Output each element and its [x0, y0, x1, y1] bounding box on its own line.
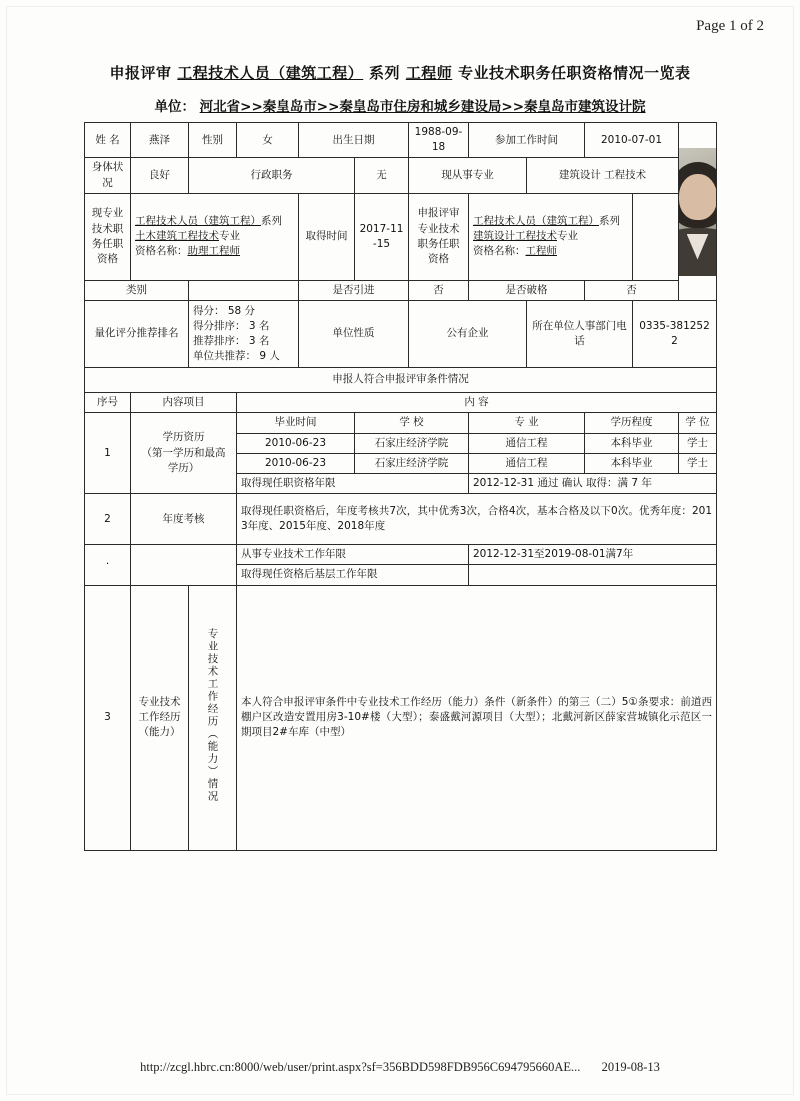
current-qual-major-tail: 专业 — [219, 230, 240, 243]
title-series-underline: 工程技术人员（建筑工程） — [177, 64, 364, 82]
qualification-form-table — [84, 122, 717, 851]
row-4-subitem-vertical-text: 专业技术工作经历（能力）情况 — [206, 627, 219, 803]
table-row — [85, 368, 717, 393]
apply-qual-major-tail: 专业 — [557, 230, 578, 243]
table-row — [85, 585, 717, 850]
label-apply-qual-text: 申报评审专业技术职务任职资格 — [417, 207, 460, 266]
row-2-item: 年度考核 — [131, 494, 237, 545]
current-qual-name: 助理工程师 — [187, 245, 240, 258]
label-hr-phone: 所在单位人事部门电话 — [527, 301, 633, 368]
table-row — [85, 413, 717, 433]
value-grassroots-years — [469, 565, 717, 585]
row-4-item-line-1: 专业技术工作经历 — [138, 695, 181, 724]
edu-header-degree: 学 位 — [679, 413, 717, 433]
value-hr-phone: 0335-3812522 — [633, 301, 717, 368]
label-is-imported: 是否引进 — [299, 280, 409, 300]
value-is-exception: 否 — [585, 280, 679, 300]
label-current-qual — [85, 193, 131, 280]
label-unit-nature: 单位性质 — [299, 301, 409, 368]
avatar — [679, 148, 716, 276]
row-1-item — [131, 413, 237, 494]
apply-qual-series-tail: 系列 — [599, 215, 620, 228]
table-row — [85, 123, 717, 158]
row-1-item-line-1: 学历资历 — [162, 431, 205, 444]
row-3a-item — [131, 545, 237, 585]
label-work-start: 参加工作时间 — [469, 123, 585, 158]
edu-row-2-grad-time: 2010-06-23 — [237, 453, 355, 473]
row-4-seq: 3 — [85, 585, 131, 850]
page-subtitle — [0, 95, 800, 115]
edu-header-degree-level: 学历程度 — [585, 413, 679, 433]
value-category — [189, 280, 299, 300]
row-4-item-line-2: （能力） — [138, 726, 181, 739]
label-obtain-time-text: 取得时间 — [305, 230, 348, 243]
subtitle-label: 单位： — [154, 99, 195, 115]
conditions-section-header: 申报人符合申报评审条件情况 — [85, 368, 717, 393]
edu-row-2-school: 石家庄经济学院 — [355, 453, 469, 473]
label-birth: 出生日期 — [299, 123, 409, 158]
header-content-item: 内容项目 — [131, 393, 237, 413]
apply-qual-major: 建筑设计工程技术 — [473, 230, 557, 243]
table-row — [85, 301, 717, 368]
edu-header-major: 专 业 — [469, 413, 585, 433]
row-4-subitem — [189, 585, 237, 850]
table-row — [85, 280, 717, 300]
label-grassroots-years: 取得现任资格后基层工作年限 — [237, 565, 469, 585]
footer-date: 2019-08-13 — [601, 1060, 660, 1074]
applicant-photo-cell — [679, 123, 717, 301]
value-birth: 1988-09-18 — [409, 123, 469, 158]
row-3a-seq: · — [85, 545, 131, 585]
title-level-underline: 工程师 — [405, 64, 453, 82]
edu-row-1-major: 通信工程 — [469, 433, 585, 453]
score-line-2: 得分排序： 3 名 — [193, 319, 270, 332]
current-qual-major: 土木建筑工程技术 — [135, 230, 219, 243]
label-is-exception: 是否破格 — [469, 280, 585, 300]
table-row — [85, 158, 717, 193]
table-row — [85, 393, 717, 413]
score-line-1: 得分： 58 分 — [193, 304, 256, 317]
label-category: 类别 — [85, 280, 189, 300]
apply-qual-series: 工程技术人员（建筑工程） — [473, 215, 599, 228]
label-current-major: 现从事专业 — [409, 158, 527, 193]
value-prof-work-years: 2012-12-31至2019-08-01满7年 — [469, 545, 717, 565]
score-line-3: 推荐排序： 3 名 — [193, 335, 270, 348]
header-content: 内 容 — [237, 393, 717, 413]
label-current-qual-text: 现专业技术职务任职资格 — [91, 207, 124, 266]
value-obtain-time: 2017-11-15 — [355, 193, 409, 280]
label-health: 身体状况 — [85, 158, 131, 193]
edu-row-1-grad-time: 2010-06-23 — [237, 433, 355, 453]
row-1-seq: 1 — [85, 413, 131, 494]
title-prefix: 申报评审 — [109, 64, 172, 82]
value-admin-post: 无 — [355, 158, 409, 193]
title-middle: 系列 — [368, 64, 400, 82]
row-4-content: 本人符合申报评审条件中专业技术工作经历（能力）条件（新条件）的第三（二）5①条要求：前道西棚户区改造安置用房3-10#楼（大型）；泰盛戴河源项目（大型）；北戴河新区薛家营城镇化示范区一期项目2#车库（中型） — [237, 585, 717, 850]
value-gender: 女 — [237, 123, 299, 158]
current-qual-series: 工程技术人员（建筑工程） — [135, 215, 261, 228]
page-number: Page 1 of 2 — [696, 18, 764, 34]
value-current-qual — [131, 193, 299, 280]
label-score-rank: 量化评分推荐排名 — [85, 301, 189, 368]
label-apply-qual — [409, 193, 469, 280]
current-qual-series-tail: 系列 — [261, 215, 282, 228]
label-prof-work-years: 从事专业技术工作年限 — [237, 545, 469, 565]
table-row — [85, 193, 717, 280]
row-2-seq: 2 — [85, 494, 131, 545]
value-name: 燕泽 — [131, 123, 189, 158]
current-qual-name-label: 资格名称： — [135, 245, 188, 258]
edu-row-2-degree: 学士 — [679, 453, 717, 473]
edu-row-2-major: 通信工程 — [469, 453, 585, 473]
edu-header-grad-time: 毕业时间 — [237, 413, 355, 433]
page-title — [0, 62, 800, 83]
label-admin-post: 行政职务 — [189, 158, 355, 193]
header-seq: 序号 — [85, 393, 131, 413]
edu-row-2-level: 本科毕业 — [585, 453, 679, 473]
label-name: 姓 名 — [85, 123, 131, 158]
row-1-item-line-3: 学历） — [167, 461, 200, 474]
value-score-block — [189, 301, 299, 368]
avatar-face — [679, 174, 716, 220]
edu-row-1-degree: 学士 — [679, 433, 717, 453]
value-health: 良好 — [131, 158, 189, 193]
footer — [0, 1060, 800, 1075]
value-current-major: 建筑设计 工程技术 — [527, 158, 679, 193]
value-is-imported: 否 — [409, 280, 469, 300]
edu-row-1-school: 石家庄经济学院 — [355, 433, 469, 453]
label-gender: 性别 — [189, 123, 237, 158]
subtitle-value: 河北省>>秦皇岛市>>秦皇岛市住房和城乡建设局>>秦皇岛市建筑设计院 — [199, 99, 646, 115]
label-current-qual-years: 取得现任职资格年限 — [237, 473, 469, 493]
edu-row-1-level: 本科毕业 — [585, 433, 679, 453]
footer-url: http://zcgl.hbrc.cn:8000/web/user/print.aspx?sf=356BDD598FDB956C694795660AE... — [140, 1060, 581, 1074]
row-4-item — [131, 585, 189, 850]
value-work-start: 2010-07-01 — [585, 123, 679, 158]
value-apply-qual — [469, 193, 633, 280]
apply-qual-name-label: 资格名称： — [473, 245, 526, 258]
score-line-4: 单位共推荐： 9 人 — [193, 350, 280, 363]
edu-header-school: 学 校 — [355, 413, 469, 433]
row-2-content: 取得现任职资格后，年度考核共7次，其中优秀3次，合格4次，基本合格及以下0次。优秀年度：2013年度、2015年度、2018年度 — [237, 494, 717, 545]
apply-qual-name: 工程师 — [525, 245, 557, 258]
title-suffix: 专业技术职务任职资格情况一览表 — [457, 64, 691, 82]
row-1-item-line-2: （第一学历和最高 — [141, 446, 226, 459]
label-obtain-time — [299, 193, 355, 280]
table-row — [85, 494, 717, 545]
table-row — [85, 545, 717, 565]
value-current-qual-years: 2012-12-31 通过 确认 取得：满 7 年 — [469, 473, 717, 493]
value-unit-nature: 公有企业 — [409, 301, 527, 368]
